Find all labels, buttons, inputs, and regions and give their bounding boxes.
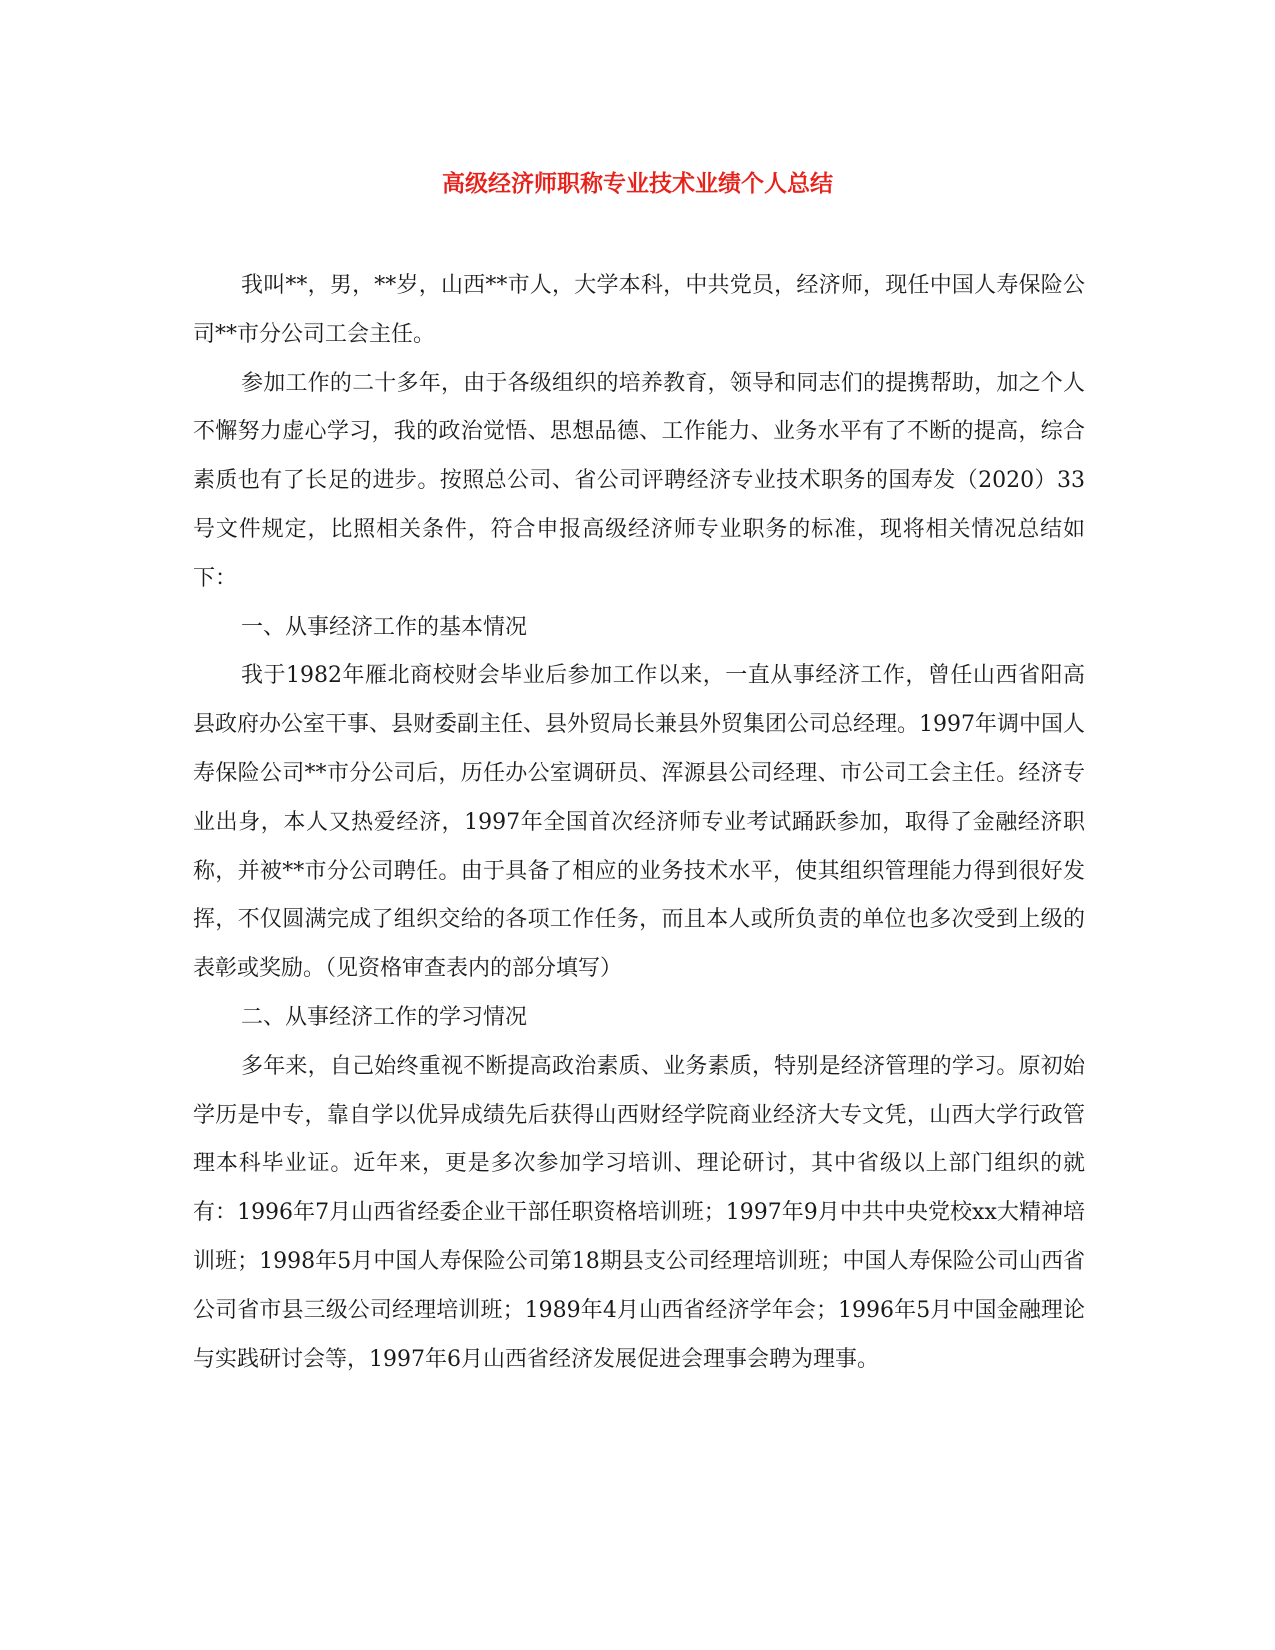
- paragraph-study-situation: 多年来，自己始终重视不断提高政治素质、业务素质，特别是经济管理的学习。原初始学历是中专，靠自学以优异成绩先后获得山西财经学院商业经济大专文凭，山西大学行政管理本科毕业证。近年来，更是多次参加学习培训、理论研讨，其中省级以上部门组织的就有：1996年7月山西省经委企业干部任职资格培训班；1997年9月中共中央党校xx大精神培训班；1998年5月中国人寿保险公司第18期县支公司经理培训班；中国人寿保险公司山西省公司省市县三级公司经理培训班；1989年4月山西省经济学年会；1996年5月中国金融理论与实践研讨会等，1997年6月山西省经济发展促进会理事会聘为理事。: [193, 1053, 1085, 1372]
- paragraph-self-intro: 我叫**，男，**岁，山西**市人，大学本科，中共党员，经济师，现任中国人寿保险公司**市分公司工会主任。: [193, 273, 1085, 347]
- document-title: 高级经济师职称专业技术业绩个人总结: [442, 170, 833, 197]
- section-heading-study-situation: 二、从事经济工作的学习情况: [241, 1004, 528, 1030]
- section-heading-basic-situation: 一、从事经济工作的基本情况: [241, 614, 528, 640]
- paragraph-basic-situation: 我于1982年雁北商校财会毕业后参加工作以来，一直从事经济工作，曾任山西省阳高县政府办公室干事、县财委副主任、县外贸局长兼县外贸集团公司总经理。1997年调中国人寿保险公司**市分公司后，历任办公室调研员、浑源县公司经理、市公司工会主任。经济专业出身，本人又热爱经济，1997年全国首次经济师专业考试踊跃参加，取得了金融经济职称，并被**市分公司聘任。由于具备了相应的业务技术水平，使其组织管理能力得到很好发挥，不仅圆满完成了组织交给的各项工作任务，而且本人或所负责的单位也多次受到上级的表彰或奖励。（见资格审查表内的部分填写）: [193, 663, 1085, 982]
- paragraph-overview: 参加工作的二十多年，由于各级组织的培养教育，领导和同志们的提携帮助，加之个人不懈努力虚心学习，我的政治觉悟、思想品德、工作能力、业务水平有了不断的提高，综合素质也有了长足的进步。按照总公司、省公司评聘经济专业技术职务的国寿发（2020）33号文件规定，比照相关条件，符合申报高级经济师专业职务的标准，现将相关情况总结如下：: [193, 370, 1085, 591]
- document-body: [193, 262, 1085, 1384]
